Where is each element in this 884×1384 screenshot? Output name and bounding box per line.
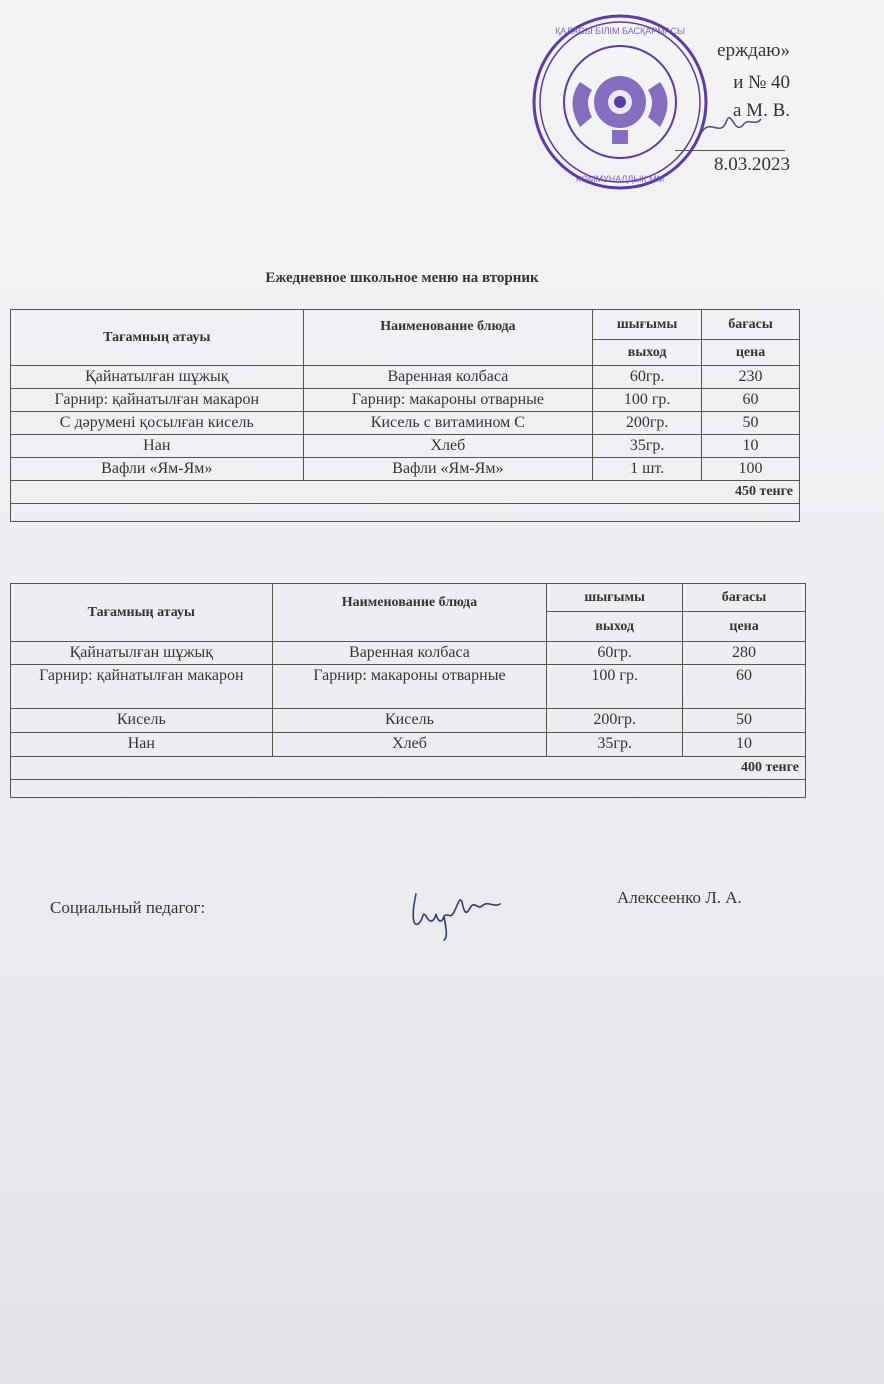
- svg-text:КОММУНАЛДЫҚ ММ: КОММУНАЛДЫҚ ММ: [575, 174, 665, 184]
- dish-ru: Хлеб: [272, 733, 547, 757]
- dish-price: 280: [683, 642, 806, 665]
- dish-kz: Нан: [11, 733, 273, 757]
- dish-ru: Кисель: [272, 709, 547, 733]
- dish-yield: 200гр.: [593, 412, 702, 435]
- menu-table-1: [10, 309, 800, 522]
- approval-line-2: и № 40: [733, 72, 790, 93]
- dish-ru: Кисель с витамином С: [303, 412, 593, 435]
- table-row: [11, 366, 800, 389]
- page-title: Ежедневное школьное меню на вторник: [265, 270, 539, 286]
- dish-yield: 35гр.: [547, 733, 683, 757]
- dish-yield: 200гр.: [547, 709, 683, 733]
- header-price-kz: бағасы: [702, 310, 800, 340]
- dish-price: 50: [702, 412, 800, 435]
- dish-kz: Гарнир: қайнатылған макарон: [11, 389, 304, 412]
- header-price-ru: цена: [683, 612, 806, 642]
- header-rus-name: Наименование блюда: [303, 310, 593, 366]
- dish-ru: Гарнир: макароны отварные: [303, 389, 593, 412]
- header-yield-kz: шығымы: [547, 584, 683, 612]
- dish-price: 230: [702, 366, 800, 389]
- table-row: [11, 642, 806, 665]
- director-signature: [695, 105, 765, 145]
- table-row: [11, 458, 800, 481]
- table-row: [11, 435, 800, 458]
- dish-yield: 1 шт.: [593, 458, 702, 481]
- dish-ru: Вафли «Ям-Ям»: [303, 458, 593, 481]
- dish-kz: Вафли «Ям-Ям»: [11, 458, 304, 481]
- dish-yield: 60гр.: [593, 366, 702, 389]
- dish-price: 50: [683, 709, 806, 733]
- empty-row: [11, 504, 800, 522]
- table-row: [11, 709, 806, 733]
- header-yield-ru: выход: [593, 340, 702, 366]
- dish-yield: 60гр.: [547, 642, 683, 665]
- dish-ru: Гарнир: макароны отварные: [272, 665, 547, 709]
- svg-text:ҚАЛАСЫ БІЛІМ БАСҚАРМАСЫ: ҚАЛАСЫ БІЛІМ БАСҚАРМАСЫ: [555, 26, 685, 36]
- menu-1-total: 450 тенге: [11, 481, 800, 504]
- dish-kz: Кисель: [11, 709, 273, 733]
- approval-line-3: а М. В.: [733, 100, 790, 121]
- dish-price: 60: [702, 389, 800, 412]
- dish-price: 10: [702, 435, 800, 458]
- table-row: [11, 665, 806, 709]
- dish-kz: Гарнир: қайнатылған макарон: [11, 665, 273, 709]
- dish-kz: Қайнатылған шұжық: [11, 642, 273, 665]
- approval-line-1: ерждаю»: [717, 40, 790, 61]
- dish-kz: С дәрумені қосылған кисель: [11, 412, 304, 435]
- table-row: [11, 412, 800, 435]
- header-yield-kz: шығымы: [593, 310, 702, 340]
- dish-kz: Қайнатылған шұжық: [11, 366, 304, 389]
- dish-price: 100: [702, 458, 800, 481]
- header-price-kz: бағасы: [683, 584, 806, 612]
- menu-2-total: 400 тенге: [11, 757, 806, 780]
- approval-rule: [675, 150, 785, 151]
- header-price-ru: цена: [702, 340, 800, 366]
- header-kaz-name: Тағамның атауы: [11, 310, 304, 366]
- dish-yield: 35гр.: [593, 435, 702, 458]
- signer-name: Алексеенко Л. А.: [617, 888, 742, 907]
- header-yield-ru: выход: [547, 612, 683, 642]
- dish-kz: Нан: [11, 435, 304, 458]
- dish-yield: 100 гр.: [593, 389, 702, 412]
- table-row: [11, 389, 800, 412]
- dish-yield: 100 гр.: [547, 665, 683, 709]
- header-rus-name: Наименование блюда: [272, 584, 547, 642]
- signature: [408, 882, 503, 942]
- empty-row: [11, 780, 806, 798]
- dish-price: 60: [683, 665, 806, 709]
- dish-ru: Хлеб: [303, 435, 593, 458]
- header-kaz-name: Тағамның атауы: [11, 584, 273, 642]
- menu-table-2: [10, 583, 806, 798]
- dish-ru: Варенная колбаса: [272, 642, 547, 665]
- approval-date: 8.03.2023: [714, 154, 790, 175]
- dish-ru: Варенная колбаса: [303, 366, 593, 389]
- signer-role: Социальный педагог:: [50, 898, 206, 917]
- dish-price: 10: [683, 733, 806, 757]
- table-row: [11, 733, 806, 757]
